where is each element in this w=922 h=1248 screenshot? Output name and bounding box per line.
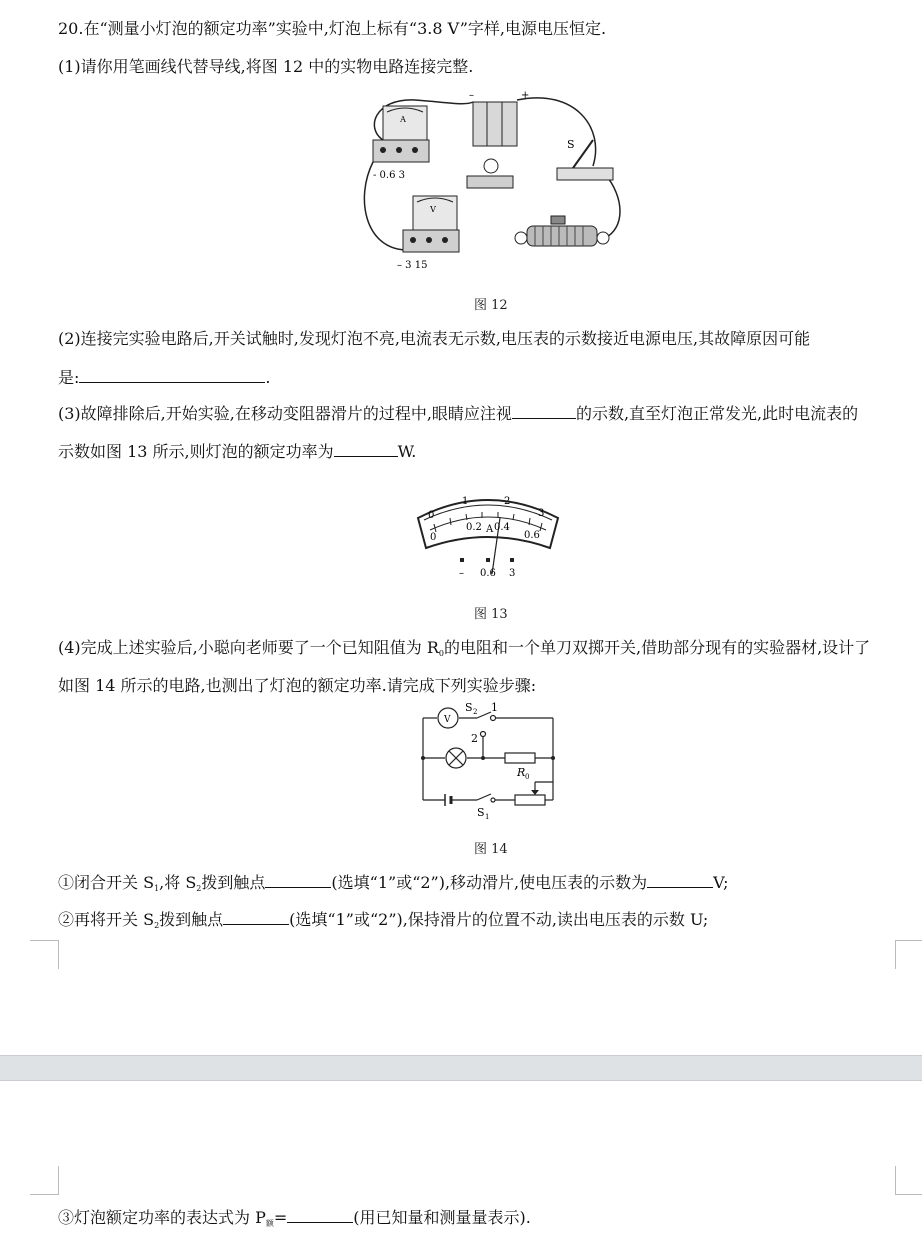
part3-text-d: W. — [397, 442, 417, 461]
dial-unit: A — [486, 524, 494, 535]
step2-text-c: (选填“1”或“2”),保持滑片的位置不动,读出电压表的示数 U; — [289, 910, 709, 929]
r0-sub: 0 — [525, 773, 530, 781]
figure-12-caption: 图 12 — [474, 298, 508, 313]
page-corner-mark — [30, 940, 59, 969]
terminal-06: 0.6 — [480, 568, 496, 579]
figure-12-circuit — [355, 88, 625, 274]
figure-13-caption: 图 13 — [474, 607, 508, 622]
question-intro: 20.在“测量小灯泡的额定功率”实验中,灯泡上标有“3.8 V”字样,电源电压恒定. — [58, 19, 607, 38]
ammeter — [373, 106, 429, 181]
part4-line2: 如图 14 所示的电路,也测出了灯泡的额定功率.请完成下列实验步骤: — [58, 676, 537, 695]
step3-text-b: = — [273, 1208, 288, 1227]
step2-text-a: ②再将开关 S — [58, 910, 155, 929]
step3-text-c: (用已知量和测量量表示). — [353, 1208, 531, 1227]
contact-2-label: 2 — [471, 732, 478, 745]
part2-line2 — [58, 366, 271, 389]
step1-text-e: V; — [713, 873, 729, 892]
part2-line1: (2)连接完实验电路后,开关试触时,发现灯泡不亮,电流表无示数,电压表的示数接近电源电压,其故障原因可能 — [58, 329, 811, 348]
answer-blank-contact-b[interactable] — [223, 908, 289, 925]
step1-sub1: 1 — [154, 884, 160, 893]
dial-outer-0: 0 — [428, 510, 435, 521]
knife-switch — [557, 138, 613, 180]
contact-1-label: 1 — [491, 702, 498, 714]
wire-switch-rheostat — [605, 174, 620, 238]
battery-pack — [469, 90, 529, 146]
page-corner-mark — [30, 1166, 59, 1195]
step2-line — [58, 908, 708, 937]
part4-line1 — [58, 637, 870, 665]
dial-outer-3: 3 — [538, 508, 545, 519]
answer-blank-fault[interactable] — [79, 366, 265, 383]
terminal-3: 3 — [509, 568, 516, 579]
step2-sub: 2 — [154, 921, 160, 930]
rheostat — [515, 216, 609, 246]
step3-text-a: ③灯泡额定功率的表达式为 P — [58, 1208, 266, 1227]
step1-text-a: ①闭合开关 S — [58, 873, 155, 892]
switch-s2-label: S — [465, 702, 473, 714]
dial-outer-1: 1 — [462, 496, 469, 507]
part4-sub: 0 — [438, 649, 444, 658]
answer-blank-power[interactable] — [334, 440, 398, 457]
ammeter-letter: A — [400, 115, 406, 124]
battery-minus: – — [469, 90, 474, 101]
dial-inner-0: 0 — [430, 532, 437, 543]
resistor-r0-symbol — [505, 753, 535, 763]
step3-sub: 额 — [265, 1219, 274, 1228]
wire-battery-switch — [517, 98, 596, 166]
part3-line1 — [58, 402, 858, 425]
page-separator — [0, 1055, 922, 1081]
part4-text-a: (4)完成上述实验后,小聪向老师要了一个已知阻值为 R — [58, 638, 439, 657]
figure-14-circuit — [415, 702, 560, 822]
figure-14-caption: 图 14 — [474, 842, 508, 857]
answer-blank-expression[interactable] — [287, 1206, 353, 1223]
voltmeter-terminal-labels: – 3 15 — [397, 260, 428, 271]
part2-prefix: 是: — [58, 368, 80, 387]
dial-inner-04: 0.4 — [494, 522, 510, 533]
answer-blank-meter[interactable] — [512, 402, 576, 419]
step3-line — [58, 1206, 531, 1235]
battery-plus: + — [521, 90, 530, 101]
page-corner-mark — [895, 940, 922, 969]
dial-outer-2: 2 — [504, 496, 511, 507]
rheostat-symbol — [515, 795, 545, 805]
step1-text-b: ,将 S — [159, 873, 197, 892]
r0-label: R — [517, 766, 526, 779]
voltmeter-letter: V — [444, 715, 451, 725]
page-corner-mark — [895, 1166, 922, 1195]
step1-line — [58, 871, 729, 900]
switch-s2-sub: 2 — [473, 708, 478, 716]
dial-inner-02: 0.2 — [466, 522, 482, 533]
terminal-minus: – — [459, 568, 464, 579]
switch-label: S — [567, 138, 575, 151]
step1-sub2: 2 — [196, 884, 202, 893]
step1-text-c: 拨到触点 — [201, 873, 266, 892]
switch-s1-label: S — [477, 806, 485, 819]
voltmeter — [397, 196, 459, 271]
figure-13-ammeter-dial — [412, 488, 564, 580]
switch-s1-sub: 1 — [485, 813, 490, 821]
answer-blank-voltage[interactable] — [647, 871, 713, 888]
part4-text-b: 的电阻和一个单刀双掷开关,借助部分现有的实验器材,设计了 — [443, 638, 871, 657]
ammeter-terminal-labels: - 0.6 3 — [373, 170, 406, 181]
part1-text: (1)请你用笔画线代替导线,将图 12 中的实物电路连接完整. — [58, 57, 474, 76]
step1-text-d: (选填“1”或“2”),移动滑片,使电压表的示数为 — [331, 873, 648, 892]
bulb-holder — [467, 159, 513, 188]
part3-text-a: (3)故障排除后,开始实验,在移动变阻器滑片的过程中,眼睛应注视 — [58, 404, 512, 423]
voltmeter-letter: V — [430, 205, 436, 214]
part3-text-b: 的示数,直至灯泡正常发光,此时电流表的 — [575, 404, 859, 423]
step2-text-b: 拨到触点 — [159, 910, 224, 929]
answer-blank-contact-a[interactable] — [265, 871, 331, 888]
part2-suffix: . — [265, 368, 271, 387]
dial-inner-06: 0.6 — [524, 530, 540, 541]
part3-text-c: 示数如图 13 所示,则灯泡的额定功率为 — [58, 442, 334, 461]
part3-line2 — [58, 440, 416, 463]
